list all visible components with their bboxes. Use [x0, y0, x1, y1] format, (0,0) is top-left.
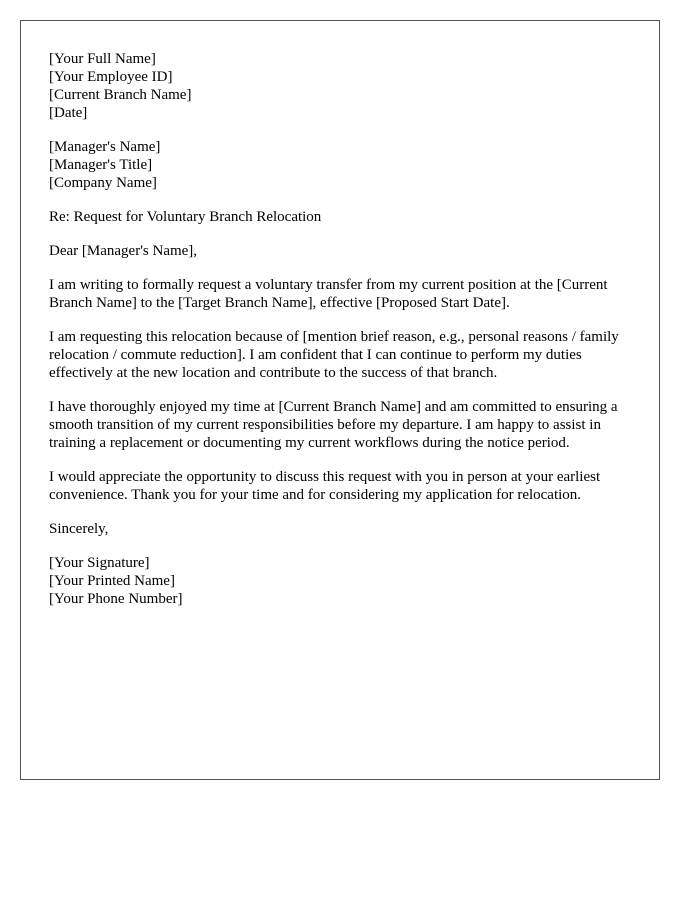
letter-date: [Date] — [49, 105, 88, 121]
printed-name: [Your Printed Name] — [49, 573, 175, 589]
letter-page — [20, 20, 660, 780]
sender-block — [49, 50, 639, 122]
sender-branch: [Current Branch Name] — [49, 87, 192, 103]
body-paragraph-4: I would appreciate the opportunity to discuss this request with you in person at your earliest convenience. Thank you for your time and for considering my application for relocation. — [49, 469, 601, 503]
phone-number: [Your Phone Number] — [49, 591, 183, 607]
letter-body — [49, 50, 639, 624]
signature-block — [49, 554, 639, 608]
body-paragraph-2: I am requesting this relocation because of [mention brief reason, e.g., personal reasons / family relocation / commute reduction]. I am confident that I can continue to perform my duties effectively at the new location and contribute to the success of that branch. — [49, 329, 619, 381]
salutation: Dear [Manager's Name], — [49, 243, 198, 259]
sender-employee-id: [Your Employee ID] — [49, 69, 173, 85]
signature-placeholder: [Your Signature] — [49, 555, 150, 571]
recipient-block — [49, 138, 639, 192]
sender-full-name: [Your Full Name] — [49, 51, 156, 67]
recipient-title: [Manager's Title] — [49, 157, 153, 173]
closing: Sincerely, — [49, 521, 109, 537]
subject-line: Re: Request for Voluntary Branch Relocation — [49, 209, 322, 225]
recipient-name: [Manager's Name] — [49, 139, 161, 155]
recipient-company: [Company Name] — [49, 175, 157, 191]
body-paragraph-3: I have thoroughly enjoyed my time at [Current Branch Name] and am committed to ensuring a smooth transition of my current responsibilities before my departure. I am happy to assist in training a replacement or documenting my current workflows during the notice period. — [49, 399, 618, 451]
body-paragraph-1: I am writing to formally request a voluntary transfer from my current position at the [Current Branch Name] to the [Target Branch Name], effective [Proposed Start Date]. — [49, 277, 608, 311]
